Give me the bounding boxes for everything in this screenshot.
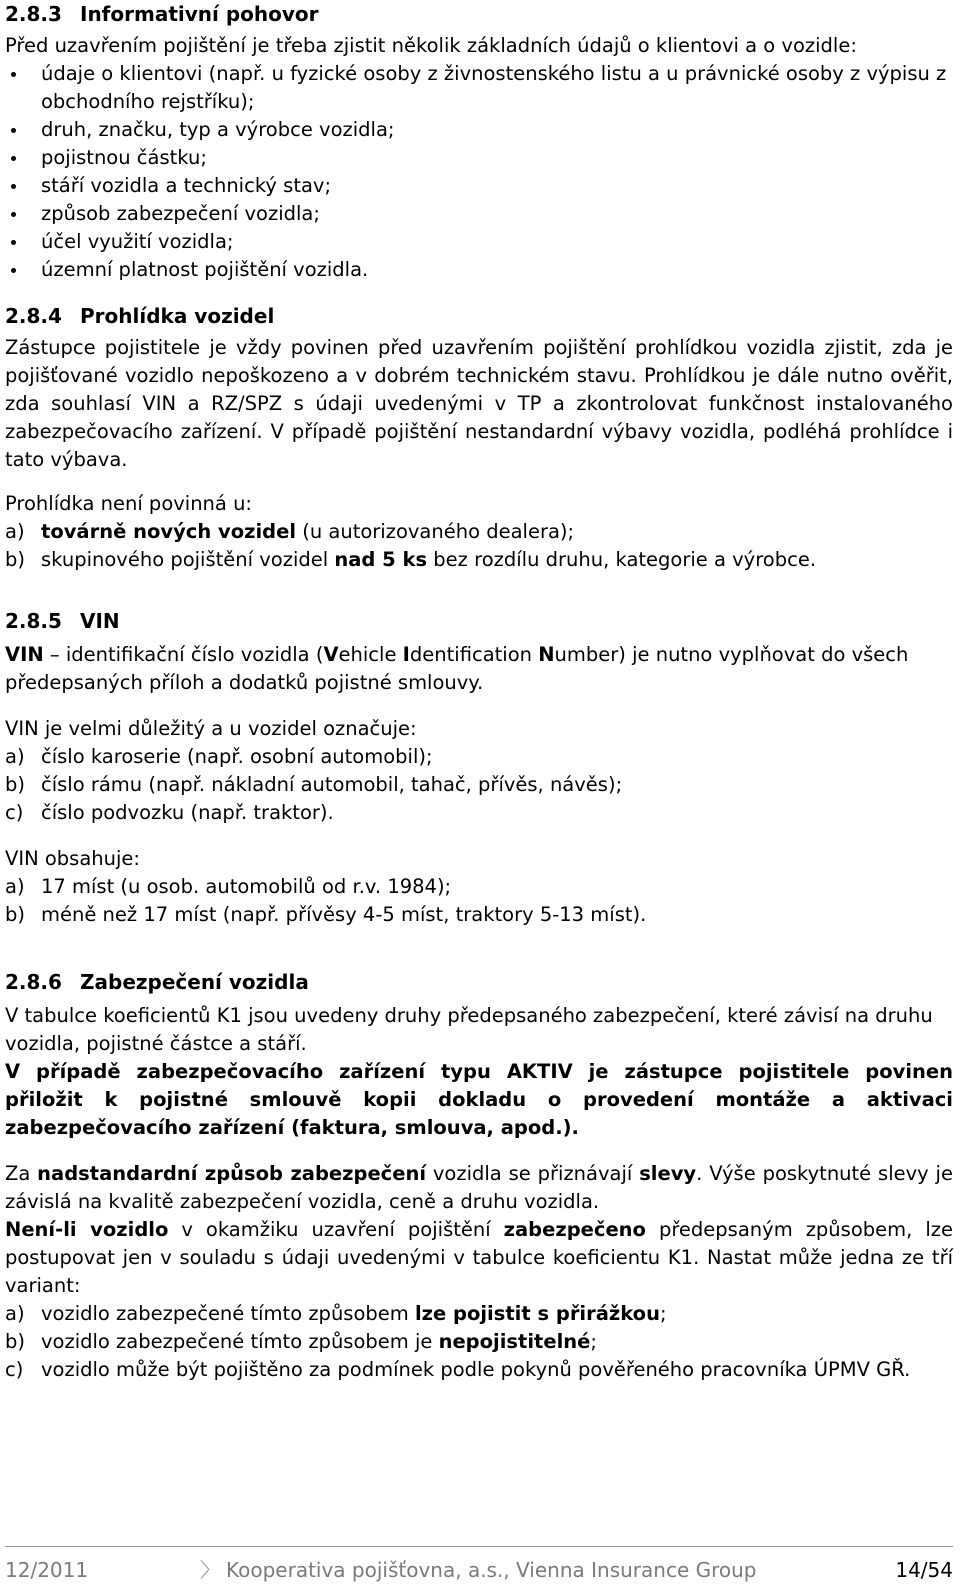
list-item: c) číslo podvozku (např. traktor). (5, 801, 334, 824)
list-item: údaje o klientovi (např. u fyzické osoby z živnostenského listu a u právnické osoby z výpisu z obchodního rejstříku); (5, 60, 953, 116)
page-number: 14/54 (895, 1558, 953, 1582)
paragraph: Není-li vozidlo v okamžiku uzavření pojištění zabezpečeno předepsaným způsobem, lze postupovat jen v souladu s údaji uvedenými v tabulce koeficientu K1. Nastat může jedna ze tří variant: (5, 1218, 953, 1297)
chevron-right-icon: 〉 (200, 1558, 220, 1582)
list-item: druh, značku, typ a výrobce vozidla; (5, 116, 953, 144)
list-item: a) vozidlo zabezpečené tímto způsobem lze pojistit s přirážkou; (5, 1302, 667, 1325)
section-heading: 2.8.4 Prohlídka vozidel (5, 304, 275, 328)
list-item: stáří vozidla a technický stav; (5, 172, 953, 200)
paragraph: V případě zabezpečovacího zařízení typu AKTIV je zástupce pojistitele povinen přiložit k pojistné smlouvě kopii dokladu o provedení montáže a aktivaci zabezpečovacího zařízení (faktura, smlouva, apod.). (5, 1060, 953, 1139)
section-intro: Před uzavřením pojištění je třeba zjistit několik základních údajů o klientovi a o vozidle: (5, 34, 857, 57)
list-item: a) číslo karoserie (např. osobní automobil); (5, 745, 433, 768)
paragraph: Zástupce pojistitele je vždy povinen před uzavřením pojištění prohlídkou vozidla zjistit, zda je pojišťované vozidlo nepoškozeno a v dobrém technickém stavu. Prohlídkou je dále nutno ověřit, zda souhlasí VIN a RZ/SPZ s údaji uvedenými v TP a zkontrolovat funkčnost instalovaného zabezpečovacího zařízení. V případě pojištění nestandardní výbavy vozidla, podléhá prohlídce i tato výbava. (5, 336, 953, 471)
list-item: b) vozidlo zabezpečené tímto způsobem je nepojistitelné; (5, 1330, 597, 1353)
list-item: účel využití vozidla; (5, 228, 953, 256)
paragraph: V tabulce koeficientů K1 jsou uvedeny druhy předepsaného zabezpečení, které závisí na druhu vozidla, pojistné částce a stáří. (5, 1004, 933, 1055)
page-footer (5, 1546, 953, 1581)
section-heading: 2.8.5 VIN (5, 609, 120, 633)
list-item: pojistnou částku; (5, 144, 953, 172)
list-item: a) 17 míst (u osob. automobilů od r.v. 1984); (5, 875, 452, 898)
list-item: b) skupinového pojištění vozidel nad 5 ks bez rozdílu druhu, kategorie a výrobce. (5, 548, 817, 571)
list-item: c) vozidlo může být pojištěno za podmínek podle pokynů pověřeného pracovníka ÚPMV GŘ. (5, 1358, 911, 1381)
section-2-8-6 (5, 968, 953, 1384)
list-item: územní platnost pojištění vozidla. (5, 256, 953, 284)
section-2-8-3 (5, 0, 953, 284)
bullet-list (5, 60, 953, 284)
section-heading: 2.8.6 Zabezpečení vozidla (5, 970, 309, 994)
list-item: b) číslo rámu (např. nákladní automobil, tahač, přívěs, návěs); (5, 773, 623, 796)
paragraph: VIN je velmi důležitý a u vozidel označuje: (5, 717, 417, 740)
footer-date: 12/2011 (5, 1558, 89, 1582)
section-2-8-4 (5, 302, 953, 574)
section-2-8-5 (5, 607, 953, 929)
list-item: b) méně než 17 míst (např. přívěsy 4-5 míst, traktory 5-13 míst). (5, 903, 647, 926)
list-item: způsob zabezpečení vozidla; (5, 200, 953, 228)
paragraph: Za nadstandardní způsob zabezpečení vozidla se přiznávají slevy. Výše poskytnuté slevy je závislá na kvalitě zabezpečení vozidla, ceně a druhu vozidla. (5, 1162, 953, 1213)
paragraph: VIN – identifikační číslo vozidla (Vehicle Identification Number) je nutno vyplňovat do všech předepsaných příloh a dodatků pojistné smlouvy. (5, 643, 909, 694)
paragraph: VIN obsahuje: (5, 847, 140, 870)
footer-company: 〉 Kooperativa pojišťovna, a.s., Vienna Insurance Group (200, 1553, 757, 1587)
paragraph: Prohlídka není povinná u: (5, 492, 252, 515)
list-item: a) továrně nových vozidel (u autorizovaného dealera); (5, 520, 575, 543)
section-heading: 2.8.3 Informativní pohovor (5, 2, 319, 26)
